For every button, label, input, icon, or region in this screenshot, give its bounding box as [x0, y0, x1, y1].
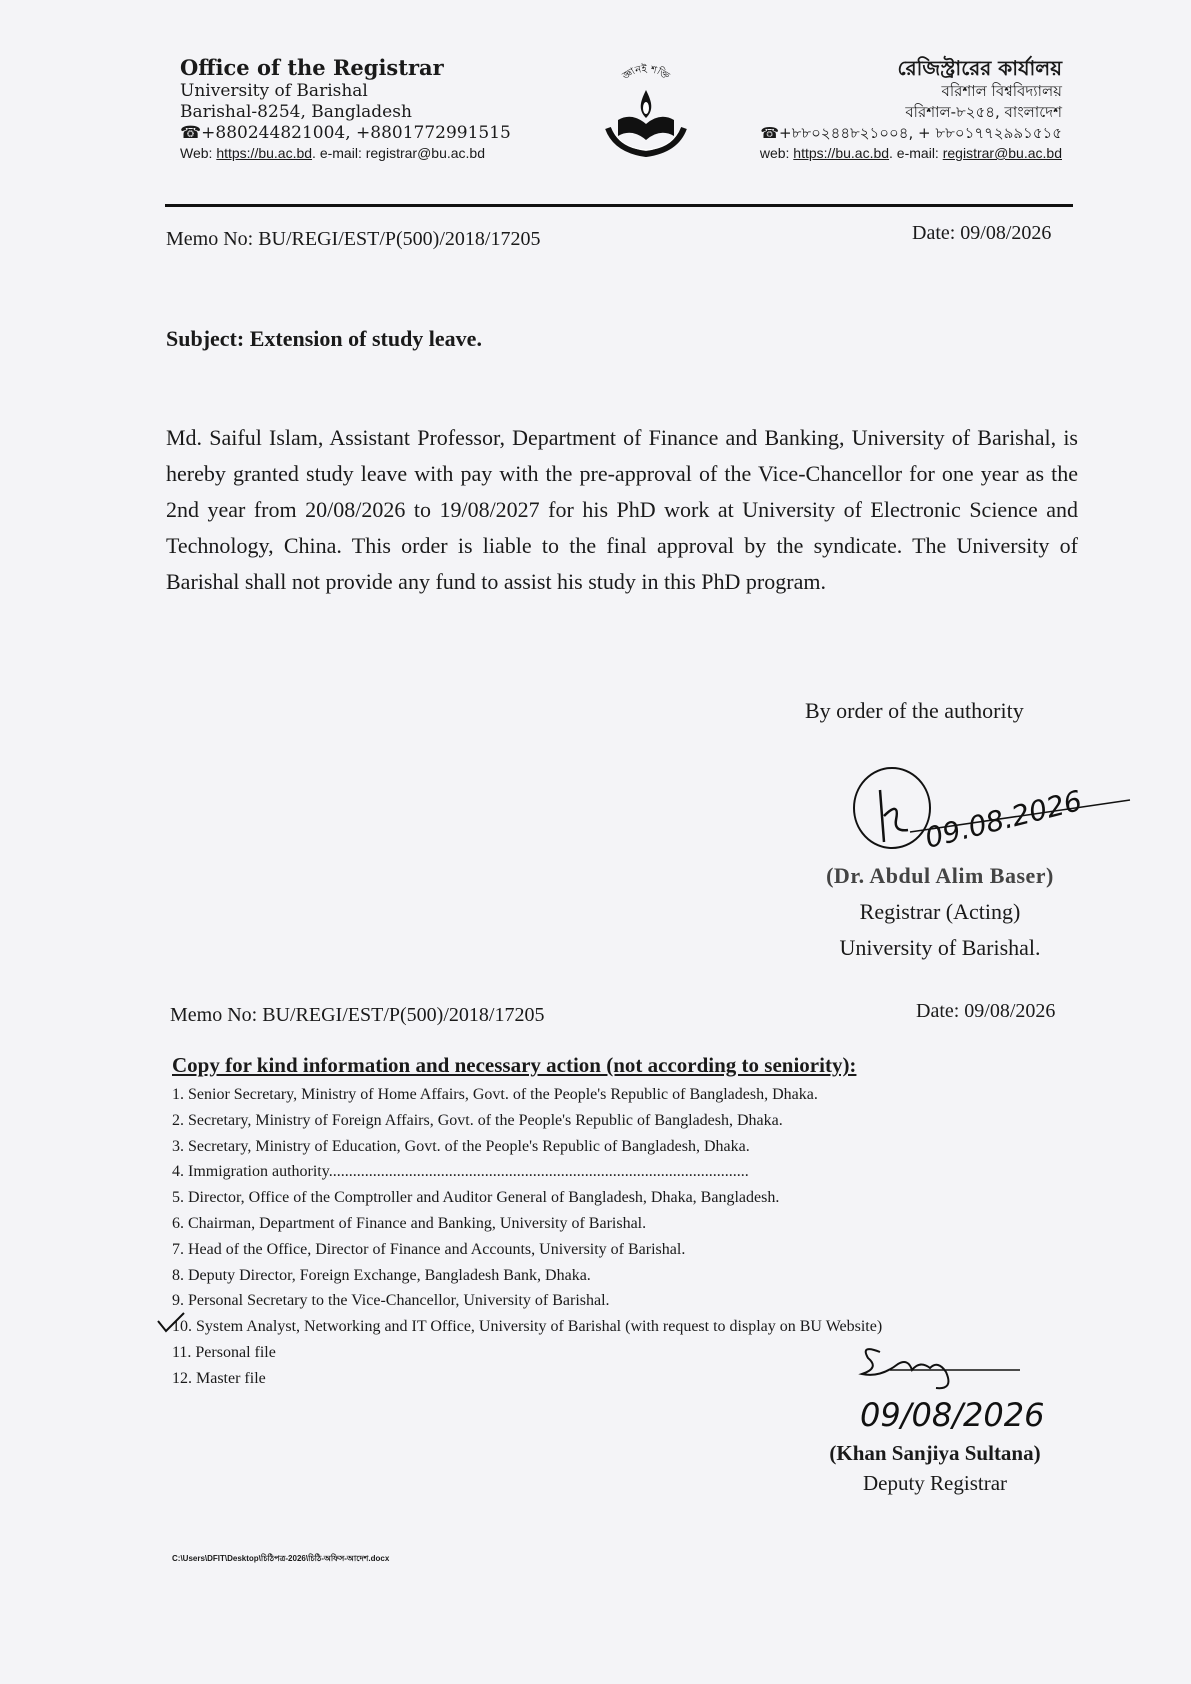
authority-line: By order of the authority: [805, 698, 1024, 723]
address-bangla: বরিশাল-৮২৫৪, বাংলাদেশ: [905, 103, 1062, 121]
web-link[interactable]: https://bu.ac.bd: [216, 145, 313, 161]
phone-numbers-bangla: ☎+৮৮০২৪৪৮২১০০৪, + ৮৮০১৭৭২৯৯১৫১৫: [760, 124, 1062, 142]
phone-numbers: ☎+880244821004, +8801772991515: [180, 123, 511, 143]
deputy-registrar-name: (Khan Sanjiya Sultana): [829, 1441, 1041, 1465]
office-title: Office of the Registrar: [180, 55, 444, 80]
file-path: C:\Users\DFIT\Desktop\চিঠিপত্র-2026\চিঠি-অফিস-আদেশ.docx: [172, 1554, 390, 1563]
web-link[interactable]: https://bu.ac.bd: [793, 145, 890, 161]
logo-motto: জ্ঞানই শক্তি: [620, 63, 672, 83]
web-email-line-bangla: [760, 144, 1062, 163]
subject-line: Subject: Extension of study leave.: [166, 326, 482, 351]
list-item: 4. Immigration authority.........................................................................................................: [172, 1163, 749, 1181]
list-item: 10. System Analyst, Networking and IT Office, University of Barishal (with request to display on BU Website): [172, 1318, 883, 1336]
address: Barishal-8254, Bangladesh: [180, 102, 412, 122]
registrar-institution: University of Barishal.: [839, 935, 1041, 960]
list-item: 11. Personal file: [172, 1343, 276, 1361]
web-email-line: [180, 144, 511, 163]
registrar-signature-date: 09.08.2026: [921, 783, 1086, 855]
list-item: 8. Deputy Director, Foreign Exchange, Bangladesh Bank, Dhaka.: [172, 1266, 591, 1284]
memo-date-copy: Date: 09/08/2026: [916, 1000, 1056, 1022]
memo-date: Date: 09/08/2026: [912, 222, 1052, 244]
copy-recipient-list: [172, 1082, 882, 1392]
web-label: web:: [759, 145, 794, 161]
list-item: 5. Director, Office of the Comptroller and Auditor General of Bangladesh, Dhaka, Bangladesh.: [172, 1189, 780, 1207]
email-label: . e-mail:: [889, 145, 943, 161]
deputy-signature-date: 09/08/2026: [860, 1396, 1045, 1434]
registrar-signature: [850, 760, 1140, 870]
list-item: 6. Chairman, Department of Finance and Banking, University of Barishal.: [172, 1214, 647, 1232]
list-item: 2. Secretary, Ministry of Foreign Affairs, Govt. of the People's Republic of Bangladesh, Dhaka.: [172, 1111, 783, 1129]
office-title-bangla: রেজিস্ট্রারের কার্যালয়: [897, 56, 1062, 80]
list-item: 3. Secretary, Ministry of Education, Govt. of the People's Republic of Bangladesh, Dhaka.: [172, 1137, 750, 1155]
web-label: Web:: [180, 145, 217, 161]
registrar-name: (Dr. Abdul Alim Baser): [826, 863, 1054, 888]
registrar-title: Registrar (Acting): [859, 899, 1021, 924]
email-link[interactable]: registrar@bu.ac.bd: [942, 145, 1062, 161]
registrar-block: [800, 858, 1080, 966]
deputy-registrar-block: [805, 1438, 1065, 1498]
university-name: University of Barishal: [180, 81, 368, 101]
check-mark-icon: [156, 1311, 186, 1335]
letterhead-bangla: [760, 55, 1062, 163]
memo-number-copy: Memo No: BU/REGI/EST/P(500)/2018/17205: [170, 1004, 545, 1026]
university-name-bangla: বরিশাল বিশ্ববিদ্যালয়: [941, 82, 1062, 100]
copy-heading: Copy for kind information and necessary action (not according to seniority):: [172, 1053, 857, 1077]
university-logo: [598, 62, 694, 162]
list-item: 1. Senior Secretary, Ministry of Home Affairs, Govt. of the People's Republic of Bangladesh, Dhaka.: [172, 1086, 818, 1103]
list-item: 9. Personal Secretary to the Vice-Chancellor, University of Barishal.: [172, 1292, 610, 1310]
letterhead-english: [180, 55, 511, 163]
header-divider: [165, 204, 1073, 207]
deputy-registrar-signature: [850, 1330, 1080, 1440]
list-item: 12. Master file: [172, 1369, 266, 1387]
letter-body: Md. Saiful Islam, Assistant Professor, Department of Finance and Banking, University of Barishal, is hereby granted study leave with pay with the pre-approval of the Vice-Chancellor for one year as the 2nd year from 20/08/2026 to 19/08/2027 for his PhD work at University of Electronic Science and Technology, China. This order is liable to the final approval by the syndicate. The University of Barishal shall not provide any fund to assist his study in this PhD program.: [166, 425, 1078, 594]
list-item: 7. Head of the Office, Director of Finance and Accounts, University of Barishal.: [172, 1240, 686, 1258]
deputy-registrar-title: Deputy Registrar: [862, 1471, 1008, 1495]
email-text: . e-mail: registrar@bu.ac.bd: [312, 145, 485, 161]
memo-number: Memo No: BU/REGI/EST/P(500)/2018/17205: [166, 228, 541, 250]
